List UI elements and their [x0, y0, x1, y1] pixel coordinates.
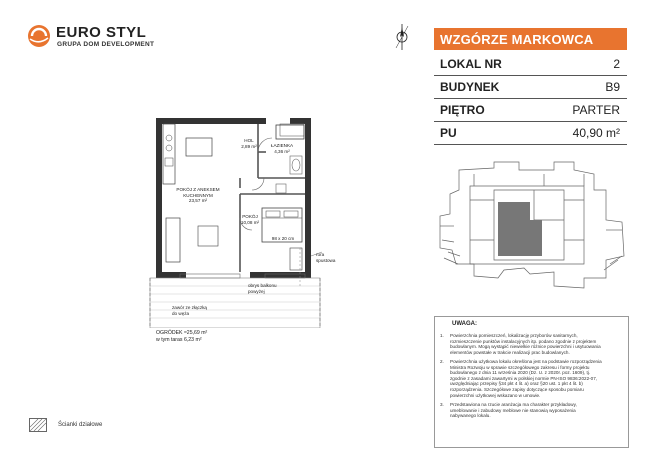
- logo-name: EURO STYL: [56, 24, 147, 41]
- room-pokoj: [234, 214, 266, 225]
- legend-label: Ścianki działowe: [58, 422, 103, 428]
- room-name: ŁAZIENKA: [270, 143, 294, 148]
- note-number: 1.: [440, 333, 444, 338]
- downpipe-label: rura spustowa: [316, 252, 336, 263]
- info-label: PU: [440, 126, 457, 140]
- room-name-line: POKÓJ Z ANEKSEM: [176, 187, 220, 192]
- divider: [434, 98, 627, 99]
- note-2: Powierzchnia użytkowa lokalu określona jest na podstawie rozporządzenia Ministra Rozwoju w sprawie szczegółowego zakresu i formy projektu budowlanego z dnia 11 września 2020 (Dz. U. z 2020r. poz. 1609), tj. zgodnie z zasadami zawartymi w polskiej normie PN-ISO 9836:2022-07, uwzględniając przepisy §34 pkt 4 lit. a) oraz §20 ust. 1 pkt 4 lit. b) rozporządzenia. Szczegółowe zapisy dotyczące sposobu pomiaru powierzchni użytkowej wskazano w umowie.: [450, 359, 602, 398]
- room-name-line: KUCHENNYM: [183, 192, 213, 198]
- info-label: BUDYNEK: [440, 80, 500, 94]
- note-1: Powierzchnia pomieszczeń, lokalizację przyborów sanitarnych, rozmieszczenie punktów instalacyjnych itp. podano zgodnie z projektem budowlanym. Mogą wystąpić niewielkie różnice powierzchni i usytuowania elementów powstałe w trakcie realizacji prac budowlanych.: [450, 333, 601, 355]
- window-width-label: 98 x 20 cm: [271, 236, 295, 241]
- terrace-area-label: w tym taras 6,23 m²: [156, 337, 202, 343]
- north-arrow-icon: [392, 22, 412, 52]
- room-area: 2,89 m²: [241, 143, 257, 149]
- room-lazienka: [262, 143, 302, 154]
- divider: [434, 75, 627, 76]
- info-value: 40,90 m²: [572, 126, 620, 140]
- garden-area-label: OGRÓDEK ≈25,69 m²: [156, 330, 208, 336]
- divider: [434, 121, 627, 122]
- room-area: 23,57 m²: [188, 198, 208, 203]
- room-area: 10,08 m²: [240, 219, 260, 225]
- note-number: 2.: [440, 359, 444, 364]
- room-name: POKÓJ: [242, 214, 258, 219]
- hatch-legend-icon: [29, 418, 47, 432]
- room-hol: [239, 138, 259, 149]
- balcony-outline-label: obrys balkonu powyżej: [248, 283, 277, 294]
- info-value: 2: [613, 57, 620, 71]
- site-key-plan: [434, 160, 627, 300]
- logo-subtitle: GRUPA DOM DEVELOPMENT: [57, 41, 155, 48]
- room-pokoj-aneks: [168, 187, 228, 204]
- notes-title: UWAGA:: [452, 321, 477, 327]
- info-value: B9: [605, 80, 620, 94]
- info-label: PIĘTRO: [440, 103, 485, 117]
- room-name: HOL: [244, 138, 254, 143]
- note-3: Przedstawiona na rzucie aranżacja ma charakter przykładowy, umeblowanie i zabudowy meblowe nie stanowią wyposażenia nabywanego lokalu.: [450, 402, 577, 419]
- info-label: LOKAL NR: [440, 57, 502, 71]
- info-value: PARTER: [572, 103, 620, 117]
- note-number: 3.: [440, 402, 444, 407]
- divider: [434, 144, 627, 145]
- room-area: 4,36 m²: [274, 148, 290, 154]
- valve-label: zawór ze złączką do węża: [172, 305, 207, 316]
- project-title: WZGÓRZE MARKOWCA: [440, 32, 594, 47]
